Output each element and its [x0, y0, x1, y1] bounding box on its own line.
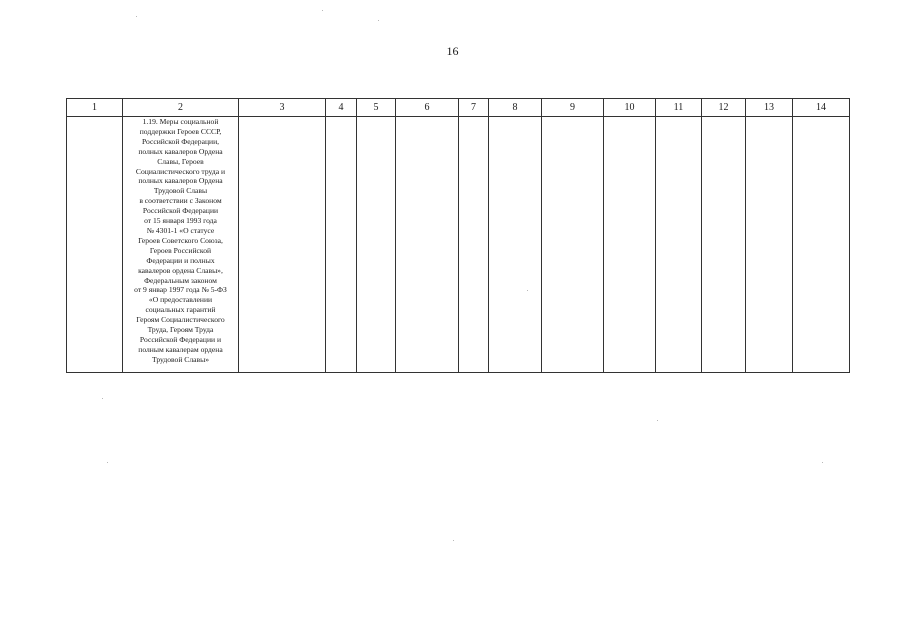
- desc-line: Российской Федерации и: [139, 334, 222, 344]
- desc-line: Героям Социалистического: [136, 315, 225, 325]
- scan-speck: [107, 462, 108, 463]
- desc-line: полных кавалеров Ордена: [138, 146, 223, 156]
- cell-col-6: [396, 117, 459, 373]
- desc-line: № 4301-1 «О статусе: [146, 225, 215, 235]
- cell-col-1: [67, 117, 123, 373]
- desc-line: полных кавалеров Ордена: [138, 176, 223, 186]
- cell-col-4: [326, 117, 357, 373]
- column-header-12: 12: [702, 99, 746, 117]
- desc-line: «О предоставлении: [148, 295, 213, 305]
- desc-line: Российской Федерации: [142, 206, 219, 216]
- cell-col-13: [746, 117, 793, 373]
- cell-col-7: [459, 117, 489, 373]
- scan-speck: [527, 290, 528, 291]
- header-row: [67, 99, 850, 117]
- desc-line: от 9 январ 1997 года № 5-ФЗ: [134, 285, 227, 295]
- page-number: 16: [446, 44, 459, 58]
- column-header-8: 8: [489, 99, 542, 117]
- desc-line: от 15 января 1993 года: [144, 216, 217, 226]
- column-header-6: 6: [396, 99, 459, 117]
- desc-line: кавалеров ордена Славы»,: [138, 265, 223, 275]
- scan-speck: [378, 20, 379, 21]
- column-header-5: 5: [357, 99, 396, 117]
- data-table: [66, 98, 850, 373]
- desc-line: поддержки Героев СССР,: [139, 126, 222, 136]
- column-header-14: 14: [793, 99, 850, 117]
- desc-line: Труда, Героям Труда: [147, 325, 214, 335]
- cell-col-8: [489, 117, 542, 373]
- column-header-4: 4: [326, 99, 357, 117]
- column-header-11: 11: [656, 99, 702, 117]
- desc-line: Героев Советского Союза,: [138, 235, 223, 245]
- desc-line: Героев Российской: [149, 245, 212, 255]
- column-header-10: 10: [604, 99, 656, 117]
- desc-line: полным кавалерам ордена: [138, 344, 223, 354]
- desc-line: в соответствии с Законом: [139, 196, 222, 206]
- column-header-7: 7: [459, 99, 489, 117]
- desc-line: Российской Федерации,: [141, 136, 220, 146]
- cell-col-9: [542, 117, 604, 373]
- cell-col-12: [702, 117, 746, 373]
- cell-col-2-description: [123, 117, 239, 373]
- cell-col-14: [793, 117, 850, 373]
- desc-line: Федеральным законом: [144, 275, 217, 285]
- cell-col-10: [604, 117, 656, 373]
- scan-speck: [322, 10, 323, 11]
- column-header-3: 3: [239, 99, 326, 117]
- desc-line: Славы, Героев: [157, 156, 204, 166]
- column-header-1: 1: [67, 99, 123, 117]
- scan-speck: [136, 16, 137, 17]
- cell-col-3: [239, 117, 326, 373]
- desc-line: 1.19. Меры социальной: [142, 117, 219, 126]
- desc-line: Социалистического труда и: [135, 166, 226, 176]
- desc-line: Федерации и полных: [146, 255, 215, 265]
- column-header-2: 2: [123, 99, 239, 117]
- desc-line: Трудовой Славы»: [151, 354, 210, 364]
- cell-col-11: [656, 117, 702, 373]
- table-row: [67, 117, 850, 373]
- scan-speck: [822, 462, 823, 463]
- scan-speck: [453, 540, 454, 541]
- scan-speck: [102, 398, 103, 399]
- column-header-13: 13: [746, 99, 793, 117]
- scan-speck: [657, 420, 658, 421]
- cell-col-5: [357, 117, 396, 373]
- desc-line: социальных гарантий: [145, 305, 216, 315]
- column-header-9: 9: [542, 99, 604, 117]
- desc-line: Трудовой Славы: [153, 186, 208, 196]
